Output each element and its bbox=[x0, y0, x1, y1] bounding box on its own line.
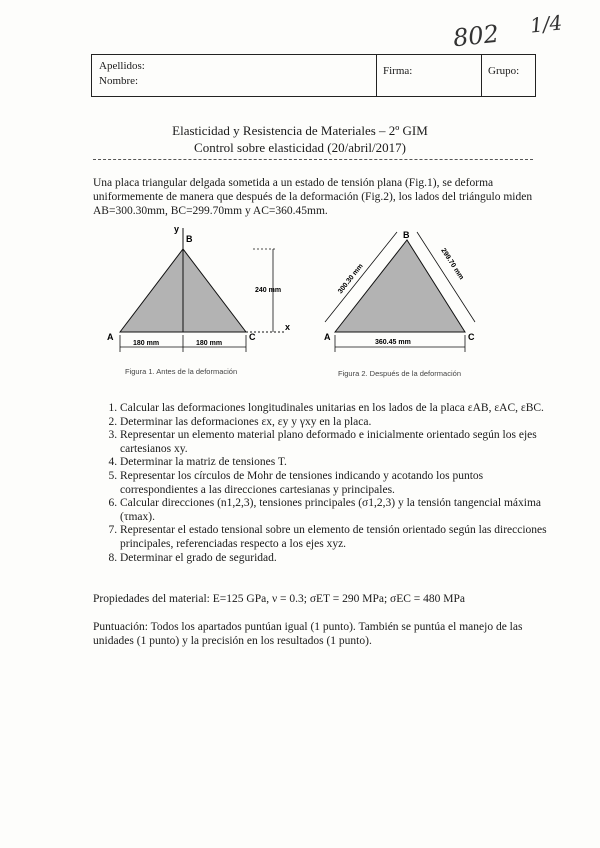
ac-length-label: 360.45 mm bbox=[375, 339, 411, 346]
exam-title: Elasticidad y Resistencia de Materiales – 2º GIM bbox=[172, 123, 428, 138]
figure-2-caption: Figura 2. Después de la deformación bbox=[338, 369, 461, 378]
figure-1-caption: Figura 1. Antes de la deformación bbox=[125, 367, 238, 376]
point-a-label: A bbox=[107, 332, 114, 342]
student-info-box bbox=[91, 54, 536, 97]
task-item: 7. Representar el estado tensional sobre un elemento de tensión orientado según las direcciones principales, referenciadas respecto a los ejes xyz. bbox=[120, 524, 560, 551]
axis-y-label: y bbox=[174, 224, 180, 234]
group-label: Grupo: bbox=[488, 65, 520, 77]
surname-label: Apellidos: bbox=[99, 60, 145, 72]
task-item: 1. Calcular las deformaciones longitudinales unitarias en los lados de la placa εAB, εAC, εBC. bbox=[120, 402, 560, 416]
right-base-label: 180 mm bbox=[196, 340, 223, 347]
point-a-label: A bbox=[324, 332, 331, 342]
task-item: 4. Determinar la matriz de tensiones T. bbox=[120, 456, 560, 470]
exam-subtitle: Control sobre elasticidad (20/abril/2017) bbox=[194, 140, 406, 155]
handwritten-page-number: 1/4 bbox=[528, 10, 564, 38]
figure-1-diagram bbox=[95, 222, 310, 372]
point-c-label: C bbox=[249, 332, 256, 342]
material-properties: Propiedades del material: E=125 GPa, ν = 0.3; σET = 290 MPa; σEC = 480 MPa bbox=[93, 593, 465, 605]
task-list bbox=[96, 402, 560, 565]
bc-length-label: 299.70 mm bbox=[439, 247, 465, 282]
task-item: 2. Determinar las deformaciones εx, εy y γxy en la placa. bbox=[120, 416, 560, 430]
title-divider bbox=[93, 159, 533, 160]
ab-length-label: 300.30 mm bbox=[337, 262, 365, 296]
problem-statement: Una placa triangular delgada sometida a un estado de tensión plana (Fig.1), se deforma uniformemente de manera que después de la deformación (Fig.2), los lados del triángulo miden AB=300.30mm, BC=299.70mm y AC=360.45mm. bbox=[93, 177, 533, 217]
point-b-label: B bbox=[186, 234, 193, 244]
task-item: 8. Determinar el grado de seguridad. bbox=[120, 552, 560, 566]
point-c-label: C bbox=[468, 332, 475, 342]
point-b-label: B bbox=[403, 230, 410, 240]
axis-x-label: x bbox=[285, 322, 291, 332]
task-item: 6. Calcular direcciones (n1,2,3), tensiones principales (σ1,2,3) y la tensión tangencial máxima (τmax). bbox=[120, 497, 560, 524]
left-base-label: 180 mm bbox=[133, 340, 160, 347]
task-item: 3. Representar un elemento material plano deformado e inicialmente orientado según los ejes cartesianos xy. bbox=[120, 429, 560, 456]
name-label: Nombre: bbox=[99, 75, 139, 87]
handwritten-mark: 802 bbox=[451, 19, 501, 53]
height-label: 240 mm bbox=[255, 287, 282, 294]
figure-2-diagram bbox=[315, 222, 515, 372]
scoring-note: Puntuación: Todos los apartados puntúan igual (1 punto). También se puntúa el manejo de las unidades (1 punto) y la precisión en los resultados (1 punto). bbox=[93, 621, 523, 647]
task-item: 5. Representar los círculos de Mohr de tensiones indicando y acotando los puntos correspondientes a las direcciones cartesianas y principales. bbox=[120, 470, 560, 497]
signature-label: Firma: bbox=[383, 65, 413, 77]
